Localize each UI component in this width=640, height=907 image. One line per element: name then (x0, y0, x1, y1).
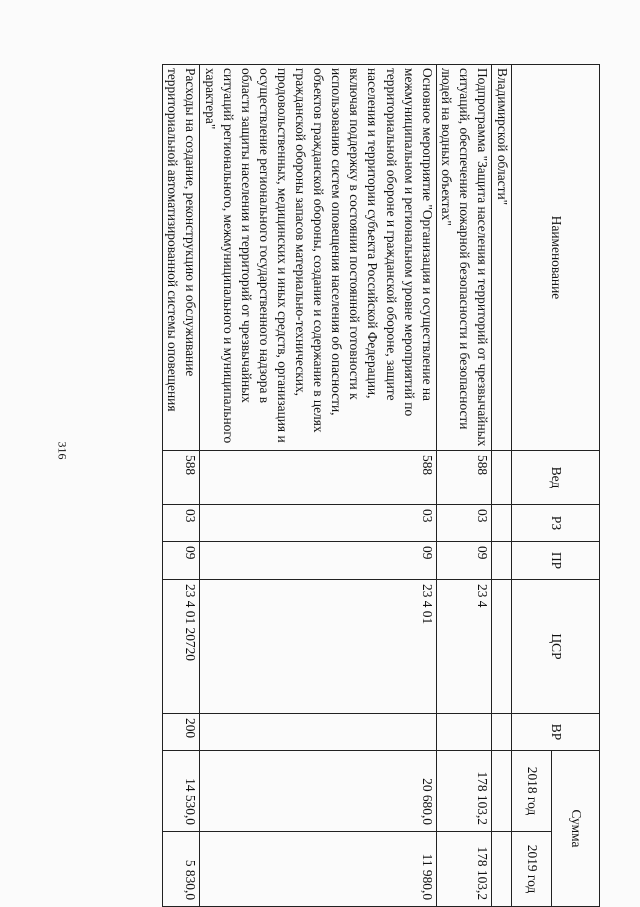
cell-vr: 200 (163, 714, 200, 751)
cell-csr: 23 4 01 (200, 580, 436, 714)
cell-2018: 20 680,0 (200, 751, 436, 832)
cell-rz: 03 (200, 505, 436, 542)
header-pr: ПР (512, 542, 600, 580)
budget-table-rotated (148, 64, 600, 906)
table-row (436, 65, 491, 907)
cell-ved: 588 (436, 451, 491, 505)
cell-ved: 588 (163, 451, 200, 505)
cell-pr: 09 (200, 542, 436, 580)
table-row (163, 65, 200, 907)
cell-2018: 178 103,2 (436, 751, 491, 832)
cell-csr (492, 580, 512, 714)
cell-vr (492, 714, 512, 751)
cell-2018: 14 530,0 (163, 751, 200, 832)
header-ved: Вед (512, 451, 600, 505)
page-number: 316 (55, 441, 70, 460)
cell-rz: 03 (436, 505, 491, 542)
cell-2019: 178 103,2 (436, 832, 491, 907)
cell-vr (436, 714, 491, 751)
cell-pr (492, 542, 512, 580)
header-vr: ВР (512, 714, 600, 751)
budget-table (162, 64, 600, 907)
table-row (200, 65, 436, 907)
cell-2019: 11 980,0 (200, 832, 436, 907)
header-name: Наименование (512, 65, 600, 451)
cell-vr (200, 714, 436, 751)
header-sum: Сумма (552, 751, 600, 907)
header-2018: 2018 год (512, 751, 552, 832)
cell-name: Подпрограмма "Защита населения и территорий от чрезвычайных ситуаций, обеспечение пожарной безопасности и безопасности людей на водных объектах" (436, 65, 491, 451)
cell-2019: 5 830,0 (163, 832, 200, 907)
cell-ved (492, 451, 512, 505)
cell-2019 (492, 832, 512, 907)
header-2019: 2019 год (512, 832, 552, 907)
cell-rz: 03 (163, 505, 200, 542)
cell-ved: 588 (200, 451, 436, 505)
table-row (492, 65, 512, 907)
header-row-1 (552, 65, 600, 907)
cell-name: Владимирской области" (492, 65, 512, 451)
cell-csr: 23 4 01 20720 (163, 580, 200, 714)
cell-pr: 09 (163, 542, 200, 580)
header-csr: ЦСР (512, 580, 600, 714)
cell-rz (492, 505, 512, 542)
header-rz: РЗ (512, 505, 600, 542)
cell-csr: 23 4 (436, 580, 491, 714)
cell-pr: 09 (436, 542, 491, 580)
cell-name: Основное мероприятие "Организация и осуществление на межмуниципальном и региональном уровне мероприятий по территориальной обороне и гражданской обороне, защите населения и территории субъекта Российской Федерации, включая поддержку в состоянии постоянной готовности к использованию систем оповещения населения об опасности, объектов гражданской обороны, создание и содержание в целях гражданской обороны запасов материально-технических, продовольственных, медицинских и иных средств, организация и осуществление регионального государственного надзора в области защиты населения и территорий от чрезвычайных ситуаций регионального, межмуниципального и муниципального характера" (200, 65, 436, 451)
cell-name: Расходы на создание, реконструкцию и обслуживание территориальной автоматизированной системы оповещения (163, 65, 200, 451)
cell-2018 (492, 751, 512, 832)
